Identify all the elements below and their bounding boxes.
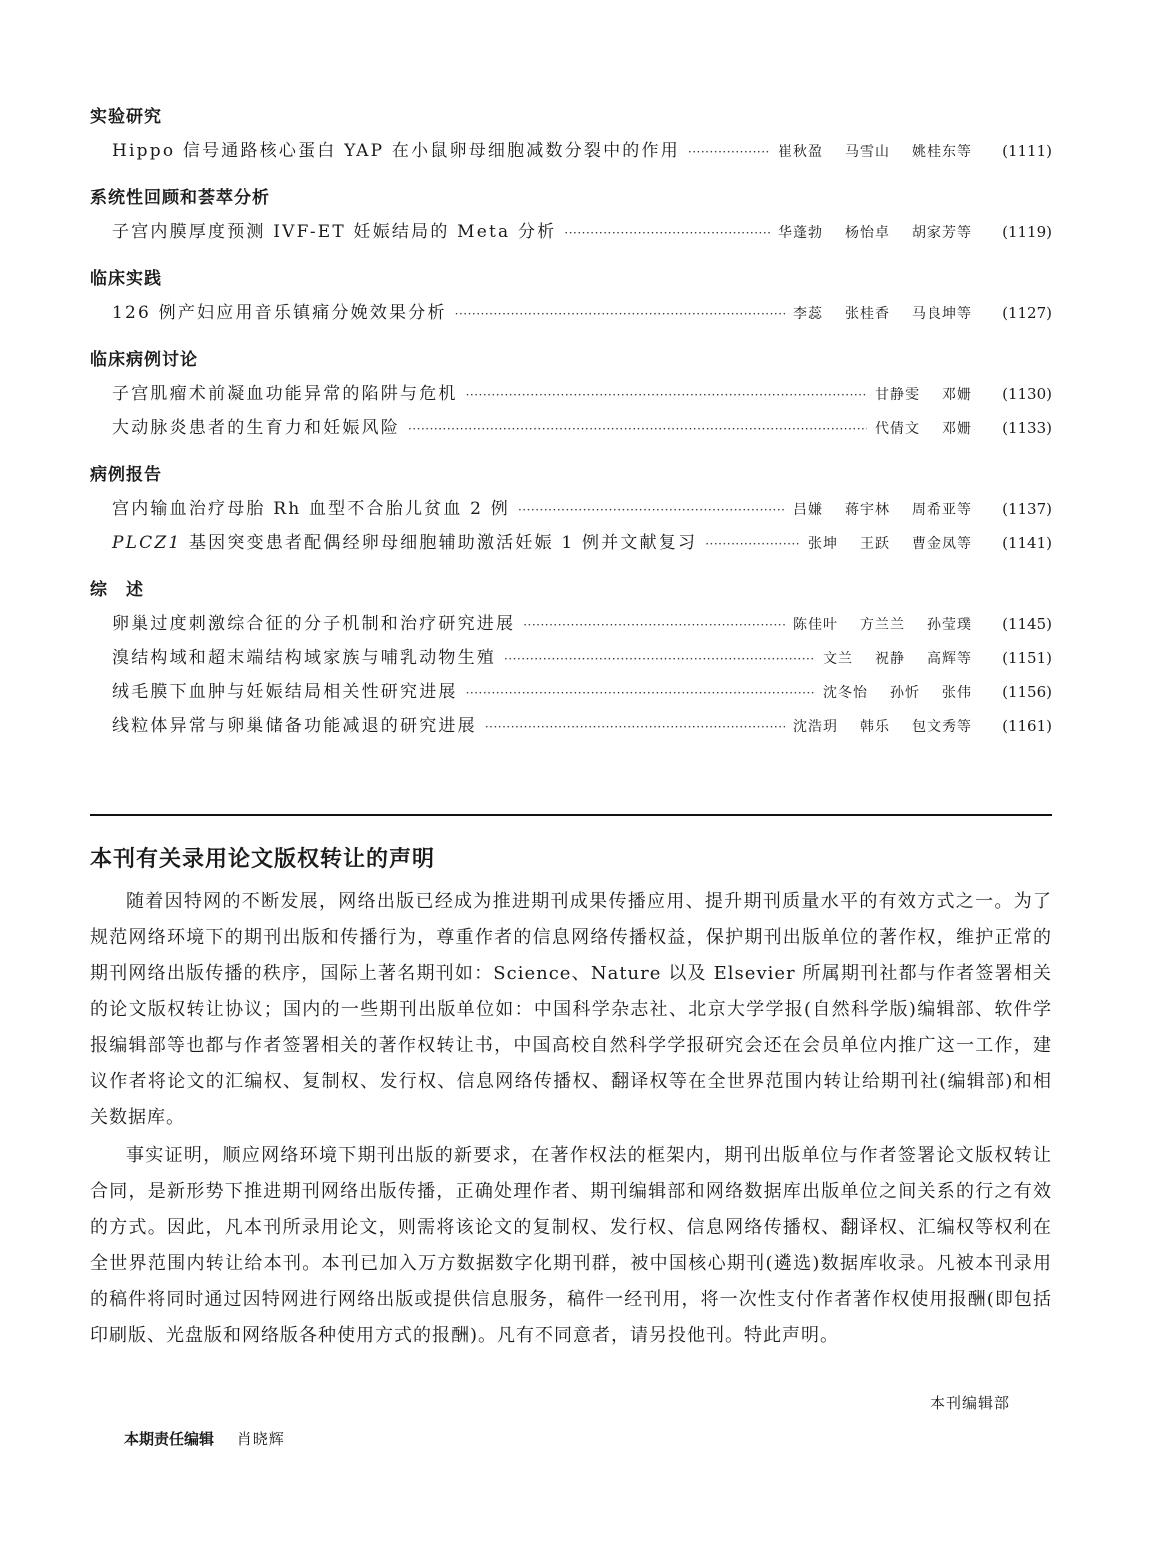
article-title: PLCZ1 基因突变患者配偶经卵母细胞辅助激活妊娠 1 例并文献复习: [112, 533, 698, 553]
gene-name: PLCZ1: [112, 533, 182, 553]
article-title: 宫内输血治疗母胎 Rh 血型不合胎儿贫血 2 例: [112, 499, 510, 519]
page-number: (1119): [1002, 223, 1052, 241]
horizontal-divider: [90, 814, 1052, 816]
toc-section: [90, 104, 1052, 168]
dot-leader: [523, 608, 785, 642]
page-number: (1111): [1002, 142, 1052, 160]
section-title: 临床实践: [90, 269, 162, 289]
page-number: (1133): [1002, 419, 1052, 437]
toc-section: [90, 266, 1052, 330]
notice-paragraph: 事实证明，顺应网络环境下期刊出版的新要求，在著作权法的框架内，期刊出版单位与作者签署论文版权转让合同，是新形势下推进期刊网络出版传播，正确处理作者、期刊编辑部和网络数据库出版单位之间关系的行之有效的方式。因此，凡本刊所录用论文，则需将该论文的复制权、发行权、信息网络传播权、翻译权、汇编权等权利在全世界范围内转让给本刊。本刊已加入万方数据数字化期刊群，被中国核心期刊(遴选)数据库收录。凡被本刊录用的稿件将同时通过因特网进行网络出版或提供信息服务，稿件一经刊用，将一次性支付作者著作权使用报酬(即包括印刷版、光盘版和网络版各种使用方式的报酬)。凡有不同意者，请另投他刊。特此声明。: [90, 1145, 1052, 1346]
article-title: 126 例产妇应用音乐镇痛分娩效果分析: [112, 303, 447, 323]
article-title: 溴结构域和超末端结构域家族与哺乳动物生殖: [112, 648, 496, 668]
article-authors: 华蓬勃 杨怡卓 胡家芳等: [778, 225, 972, 241]
article-title: Hippo 信号通路核心蛋白 YAP 在小鼠卵母细胞减数分裂中的作用: [112, 141, 680, 161]
page-number: (1156): [1002, 683, 1052, 701]
page-number: (1161): [1002, 717, 1052, 735]
section-title: 综 述: [90, 580, 144, 600]
article-title: 大动脉炎患者的生育力和妊娠风险: [112, 418, 400, 438]
dot-leader: [485, 710, 785, 744]
section-title: 临床病例讨论: [90, 350, 198, 370]
section-title: 实验研究: [90, 107, 162, 127]
toc-section: [90, 347, 1052, 445]
article-title: 绒毛膜下血肿与妊娠结局相关性研究进展: [112, 682, 458, 702]
page-number: (1130): [1002, 385, 1052, 403]
toc-entry[interactable]: [90, 377, 1052, 411]
table-of-contents: [90, 104, 1052, 760]
dot-leader: [564, 216, 770, 250]
article-authors: 沈冬怡 孙忻 张伟: [823, 685, 972, 701]
dot-leader: [408, 412, 867, 446]
dot-leader: [705, 527, 800, 561]
article-title: 子宫肌瘤术前凝血功能异常的陷阱与危机: [112, 384, 458, 404]
dot-leader: [688, 135, 770, 169]
article-authors: 陈佳叶 方兰兰 孙莹璞: [793, 617, 972, 633]
dot-leader: [504, 642, 815, 676]
dot-leader: [455, 297, 785, 331]
page-number: (1141): [1002, 534, 1052, 552]
toc-entry[interactable]: [90, 215, 1052, 249]
article-authors: 甘静雯 邓姗: [875, 387, 972, 403]
notice-title: 本刊有关录用论文版权转让的声明: [90, 847, 436, 872]
notice-paragraph: 随着因特网的不断发展，网络出版已经成为推进期刊成果传播应用、提升期刊质量水平的有效方式之一。为了规范网络环境下的期刊出版和传播行为，尊重作者的信息网络传播权益，保护期刊出版单位的著作权，维护正常的期刊网络出版传播的秩序，国际上著名期刊如：Science、Nature 以及 Elsevier 所属期刊社都与作者签署相关的论文版权转让协议；国内的一些期刊出版单位如：中国科学杂志社、北京大学学报(自然科学版)编辑部、软件学报编辑部等也都与作者签署相关的著作权转让书，中国高校自然科学学报研究会还在会员单位内推广这一工作，建议作者将论文的汇编权、复制权、发行权、信息网络传播权、翻译权等在全世界范围内转让给期刊社(编辑部)和相关数据库。: [90, 891, 1052, 1128]
toc-section: [90, 577, 1052, 743]
page-number: (1151): [1002, 649, 1052, 667]
page-number: (1127): [1002, 304, 1052, 322]
article-authors: 吕嫌 蒋宇林 周希亚等: [793, 502, 972, 518]
toc-entry[interactable]: [90, 675, 1052, 709]
toc-section: [90, 185, 1052, 249]
section-title: 系统性回顾和荟萃分析: [90, 188, 270, 208]
article-authors: 崔秋盈 马雪山 姚桂东等: [778, 144, 972, 160]
toc-entry[interactable]: [90, 641, 1052, 675]
article-authors: 李蕊 张桂香 马良坤等: [793, 306, 972, 322]
dot-leader: [466, 378, 867, 412]
notice-body: [90, 884, 1052, 1354]
notice-signature: 本刊编辑部: [929, 1394, 1010, 1412]
dot-leader: [466, 676, 815, 710]
toc-entry[interactable]: [90, 411, 1052, 445]
toc-entry[interactable]: [90, 134, 1052, 168]
toc-section: [90, 462, 1052, 560]
article-title: 线粒体异常与卵巢储备功能减退的研究进展: [112, 716, 477, 736]
toc-entry[interactable]: [90, 296, 1052, 330]
page-number: (1145): [1002, 615, 1052, 633]
page-number: (1137): [1002, 500, 1052, 518]
article-title: 子宫内膜厚度预测 IVF-ET 妊娠结局的 Meta 分析: [112, 222, 557, 242]
article-authors: 代倩文 邓姗: [875, 421, 972, 437]
responsible-editor: [124, 1428, 285, 1449]
toc-entry[interactable]: [90, 526, 1052, 560]
section-title: 病例报告: [90, 465, 162, 485]
editor-label: 本期责任编辑: [124, 1430, 215, 1448]
article-title: 卵巢过度刺激综合征的分子机制和治疗研究进展: [112, 614, 516, 634]
toc-entry[interactable]: [90, 492, 1052, 526]
article-authors: 沈浩玥 韩乐 包文秀等: [793, 719, 972, 735]
article-authors: 张坤 王跃 曹金凤等: [808, 536, 972, 552]
article-authors: 文兰 祝静 高辉等: [823, 651, 972, 667]
toc-entry[interactable]: [90, 607, 1052, 641]
editor-name: 肖晓辉: [236, 1430, 285, 1448]
toc-entry[interactable]: [90, 709, 1052, 743]
dot-leader: [518, 493, 785, 527]
